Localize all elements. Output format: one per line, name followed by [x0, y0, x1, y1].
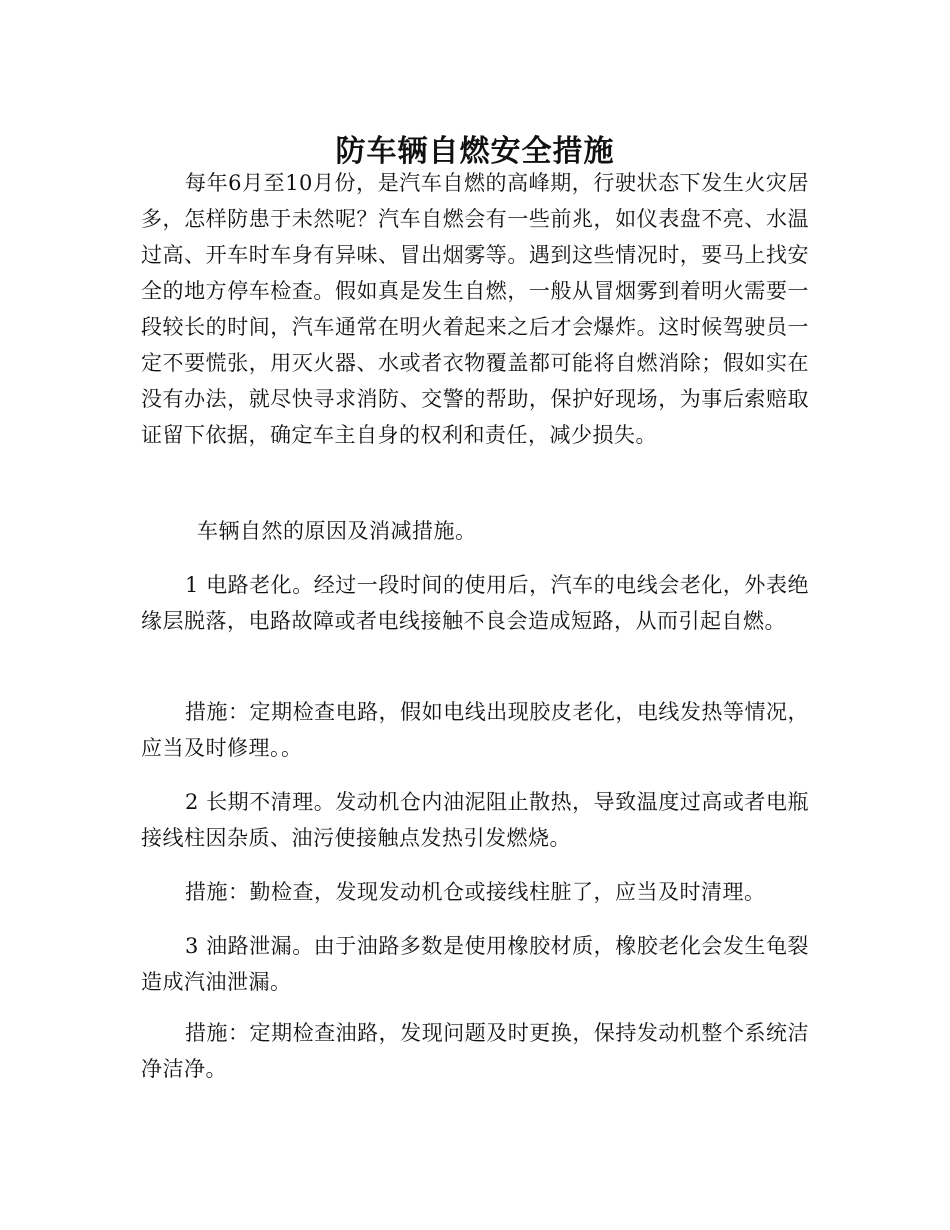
- cause-2-paragraph: 2 长期不清理。发动机仓内油泥阻止散热，导致温度过高或者电瓶接线柱因杂质、油污使接触点发热引发燃烧。: [141, 790, 809, 850]
- measure-2-paragraph: 措施：勤检查，发现发动机仓或接线柱脏了，应当及时清理。: [185, 880, 766, 904]
- cause-3-paragraph: 3 油路泄漏。由于油路多数是使用橡胶材质，橡胶老化会发生龟裂造成汽油泄漏。: [141, 934, 809, 994]
- section-heading: 车辆自然的原因及消减措施。: [197, 519, 477, 543]
- document-title: 防车辆自燃安全措施: [335, 134, 615, 170]
- measure-1-paragraph: 措施：定期检查电路，假如电线出现胶皮老化，电线发热等情况，应当及时修理。。: [141, 700, 809, 760]
- measure-3-paragraph: 措施：定期检查油路，发现问题及时更换，保持发动机整个系统洁净洁净。: [141, 1021, 809, 1081]
- intro-paragraph: 每年6月至10月份，是汽车自燃的高峰期，行驶状态下发生火灾居多，怎样防患于未然呢？汽车自燃会有一些前兆，如仪表盘不亮、水温过高、开车时车身有异味、冒出烟雾等。遇到这些情况时，要马上找安全的地方停车检查。假如真是发生自燃，一般从冒烟雾到着明火需要一段较长的时间，汽车通常在明火着起来之后才会爆炸。这时候驾驶员一定不要慌张，用灭火器、水或者衣物覆盖都可能将自燃消除；假如实在没有办法，就尽快寻求消防、交警的帮助，保护好现场，为事后索赔取证留下依据，确定车主自身的权利和责任，减少损失。: [141, 171, 809, 447]
- cause-1-paragraph: 1 电路老化。经过一段时间的使用后，汽车的电线会老化，外表绝缘层脱落，电路故障或者电线接触不良会造成短路，从而引起自燃。: [141, 573, 809, 633]
